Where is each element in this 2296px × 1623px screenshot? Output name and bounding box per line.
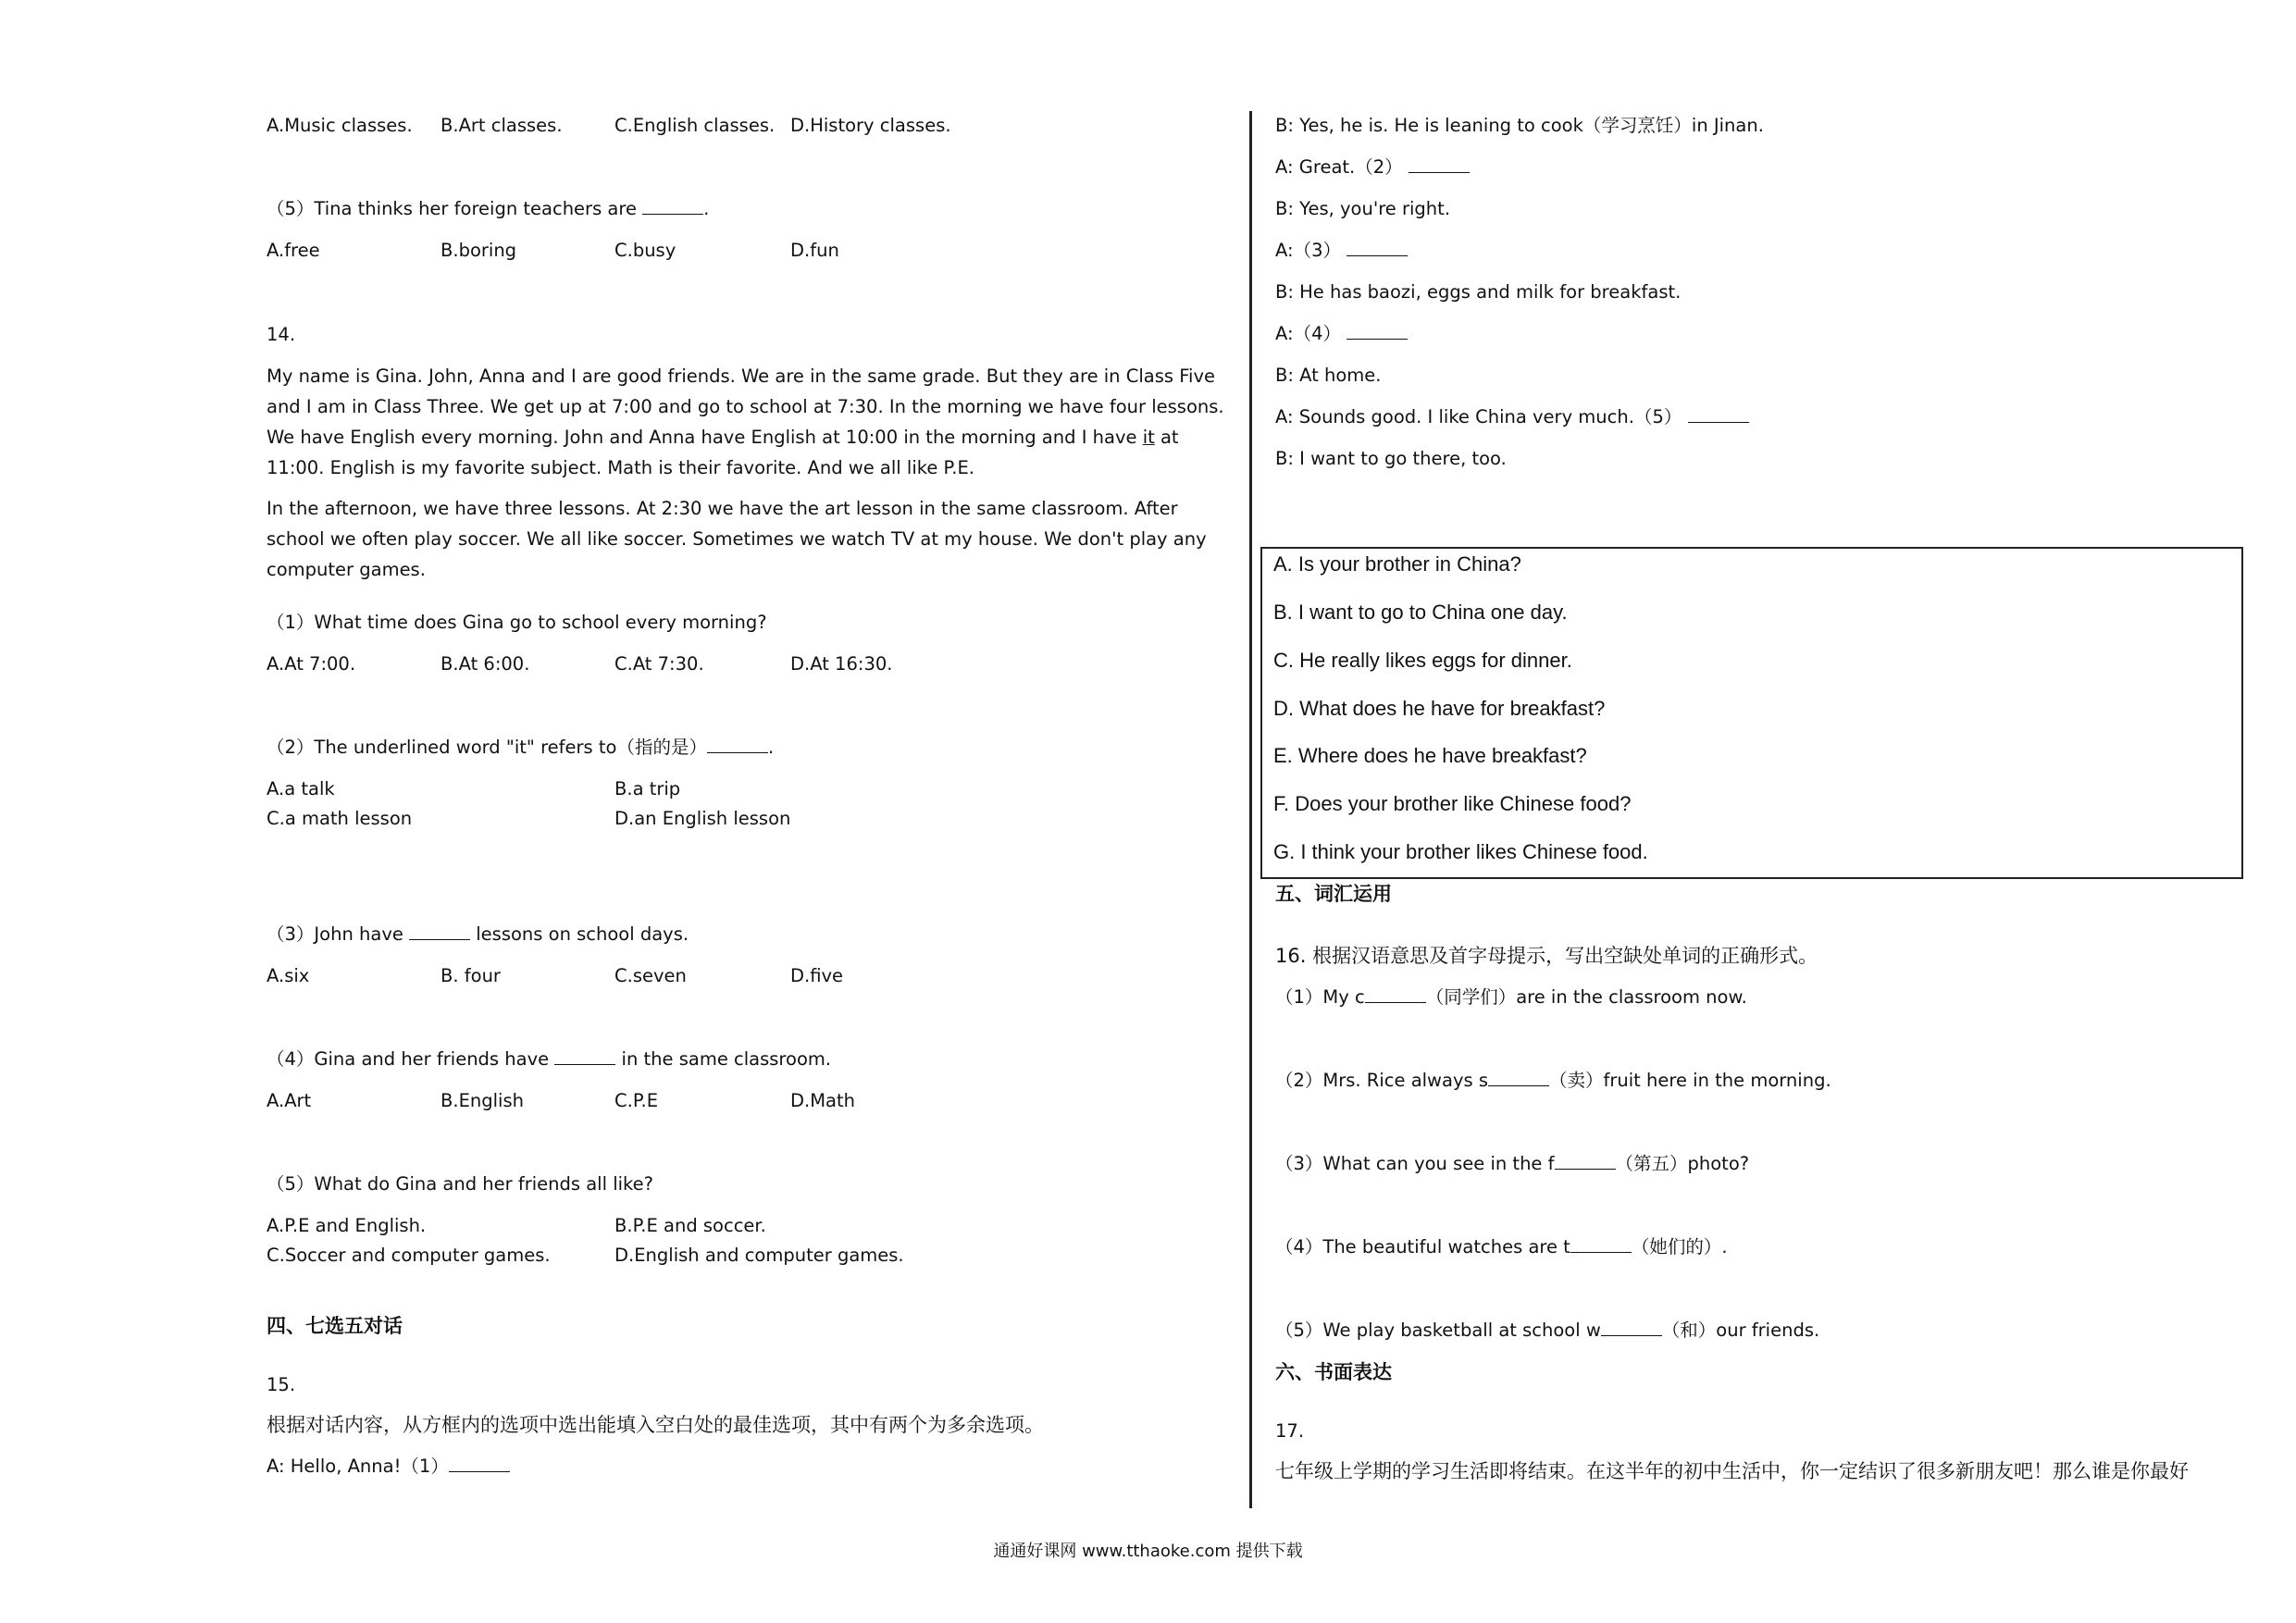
option-a[interactable]: A.Art xyxy=(267,1090,312,1111)
option-c[interactable]: C.At 7:30. xyxy=(614,653,704,675)
option-b[interactable]: B.Art classes. xyxy=(441,115,563,136)
dialog-line-b5: B: I want to go there, too. xyxy=(1275,448,1507,469)
answer-blank[interactable] xyxy=(642,197,703,215)
option-b[interactable]: B. four xyxy=(441,965,501,986)
q16-instruction: 16. 根据汉语意思及首字母提示，写出空缺处单词的正确形式。 xyxy=(1275,945,1818,967)
option-d[interactable]: D.fun xyxy=(790,240,839,261)
answer-blank[interactable] xyxy=(1688,405,1749,423)
option-c[interactable]: C.seven xyxy=(614,965,687,986)
answer-blank[interactable] xyxy=(554,1047,615,1065)
answer-blank[interactable] xyxy=(1347,322,1408,340)
q14-number: 14. xyxy=(267,324,296,345)
dialog-line-a4: A:（4） xyxy=(1275,321,1408,347)
q14-5-question: （5）What do Gina and her friends all like? xyxy=(267,1173,653,1195)
section-4-title: 四、七选五对话 xyxy=(267,1315,403,1337)
option-d[interactable]: D.an English lesson xyxy=(614,808,791,829)
answer-blank[interactable] xyxy=(409,923,470,940)
q14-1-question: （1）What time does Gina go to school every morning? xyxy=(267,612,767,633)
page-footer: 通通好课网 www.tthaoke.com 提供下载 xyxy=(993,1542,1303,1561)
left-column xyxy=(267,0,1238,1623)
section-6-title: 六、书面表达 xyxy=(1275,1361,1392,1383)
q14-passage-para1: My name is Gina. John, Anna and I are good friends. We are in the same grade. But they are in Class Five and I am in Class Three. We get up at 7:00 and go to school at 7:30. In the morning we have four lessons. We have English every morning. John and Anna have English at 10:00 in the morning and I have it at 11:00. English is my favorite subject. Math is their favorite. And we all like P.E. xyxy=(267,365,1224,478)
dialog-line-b1: B: Yes, he is. He is leaning to cook（学习烹饪）in Jinan. xyxy=(1275,115,1764,136)
q16-item-4: （4）The beautiful watches are t （她们的）. xyxy=(1275,1236,1728,1258)
underlined-word: it xyxy=(1142,427,1155,448)
q14-3-question: （3）John have lessons on school days. xyxy=(267,923,689,945)
option-a[interactable]: A.P.E and English. xyxy=(267,1215,427,1236)
option-a[interactable]: A.Music classes. xyxy=(267,115,413,136)
choice-c[interactable]: C. He really likes eggs for dinner. xyxy=(1273,649,1572,672)
q16-item-1: （1）My c （同学们）are in the classroom now. xyxy=(1275,986,1747,1008)
answer-blank[interactable] xyxy=(1488,1069,1549,1086)
q16-item-3: （3）What can you see in the f （第五）photo? xyxy=(1275,1153,1750,1174)
option-a[interactable]: A.At 7:00. xyxy=(267,653,356,675)
q15-instruction: 根据对话内容，从方框内的选项中选出能填入空白处的最佳选项，其中有两个为多余选项。 xyxy=(267,1414,1044,1436)
option-c[interactable]: C.P.E xyxy=(614,1090,659,1111)
dialog-line-b4: B: At home. xyxy=(1275,365,1382,386)
option-b[interactable]: B.a trip xyxy=(614,778,681,799)
option-c[interactable]: C.English classes. xyxy=(614,115,776,136)
option-d[interactable]: D.History classes. xyxy=(790,115,951,136)
answer-blank[interactable] xyxy=(1570,1235,1632,1253)
q13-5-question: （5）Tina thinks her foreign teachers are . xyxy=(267,198,710,219)
q14-4-question: （4）Gina and her friends have in the same classroom. xyxy=(267,1048,832,1070)
dialog-line-b3: B: He has baozi, eggs and milk for breakfast. xyxy=(1275,281,1682,303)
q15-dialog-line1: A: Hello, Anna!（1） xyxy=(267,1454,510,1480)
option-b[interactable]: B.English xyxy=(441,1090,524,1111)
q17-number: 17. xyxy=(1275,1420,1305,1442)
choice-e[interactable]: E. Where does he have breakfast? xyxy=(1273,744,1587,767)
section-5-title: 五、词汇运用 xyxy=(1275,883,1392,905)
answer-blank[interactable] xyxy=(1409,155,1470,173)
option-d[interactable]: D.English and computer games. xyxy=(614,1245,904,1266)
q14-2-question: （2）The underlined word "it" refers to（指的是） . xyxy=(267,737,775,758)
option-d[interactable]: D.At 16:30. xyxy=(790,653,893,675)
dialog-line-a5: A: Sounds good. I like China very much.（5） xyxy=(1275,404,1749,430)
option-c[interactable]: C.Soccer and computer games. xyxy=(267,1245,551,1266)
choice-f[interactable]: F. Does your brother like Chinese food? xyxy=(1273,792,1632,815)
q14-passage-para2: In the afternoon, we have three lessons. At 2:30 we have the art lesson in the same classroom. After school we often play soccer. We all like soccer. Sometimes we watch TV at my house. We don't play any computer games. xyxy=(267,498,1207,580)
answer-blank[interactable] xyxy=(1601,1319,1662,1336)
answer-blank[interactable] xyxy=(1555,1152,1616,1170)
dialog-line-b2: B: Yes, you're right. xyxy=(1275,198,1451,219)
option-c[interactable]: C.busy xyxy=(614,240,676,261)
option-d[interactable]: D.five xyxy=(790,965,844,986)
dialog-line-a2: A: Great.（2） xyxy=(1275,155,1470,180)
answer-blank[interactable] xyxy=(1347,239,1408,256)
option-d[interactable]: D.Math xyxy=(790,1090,855,1111)
option-a[interactable]: A.a talk xyxy=(267,778,335,799)
q16-item-5: （5）We play basketball at school w （和）our friends. xyxy=(1275,1319,1820,1341)
q16-item-2: （2）Mrs. Rice always s （卖）fruit here in the morning. xyxy=(1275,1070,1831,1091)
option-b[interactable]: B.P.E and soccer. xyxy=(614,1215,766,1236)
choice-a[interactable]: A. Is your brother in China? xyxy=(1273,552,1521,576)
choice-g[interactable]: G. I think your brother likes Chinese food. xyxy=(1273,840,1648,863)
option-b[interactable]: B.boring xyxy=(441,240,517,261)
answer-blank[interactable] xyxy=(1365,985,1426,1003)
answer-blank[interactable] xyxy=(707,736,768,753)
options-box xyxy=(1260,547,2243,879)
choice-b[interactable]: B. I want to go to China one day. xyxy=(1273,601,1568,624)
dialog-line-a3: A:（3） xyxy=(1275,238,1408,264)
option-a[interactable]: A.free xyxy=(267,240,320,261)
q17-prompt: 七年级上学期的学习生活即将结束。在这半年的初中生活中，你一定结识了很多新朋友吧！那么谁是你最好 xyxy=(1275,1460,2189,1482)
option-c[interactable]: C.a math lesson xyxy=(267,808,413,829)
option-a[interactable]: A.six xyxy=(267,965,310,986)
choice-d[interactable]: D. What does he have for breakfast? xyxy=(1273,697,1606,720)
q15-number: 15. xyxy=(267,1374,296,1395)
column-divider xyxy=(1249,111,1252,1508)
option-b[interactable]: B.At 6:00. xyxy=(441,653,530,675)
answer-blank[interactable] xyxy=(449,1455,510,1472)
